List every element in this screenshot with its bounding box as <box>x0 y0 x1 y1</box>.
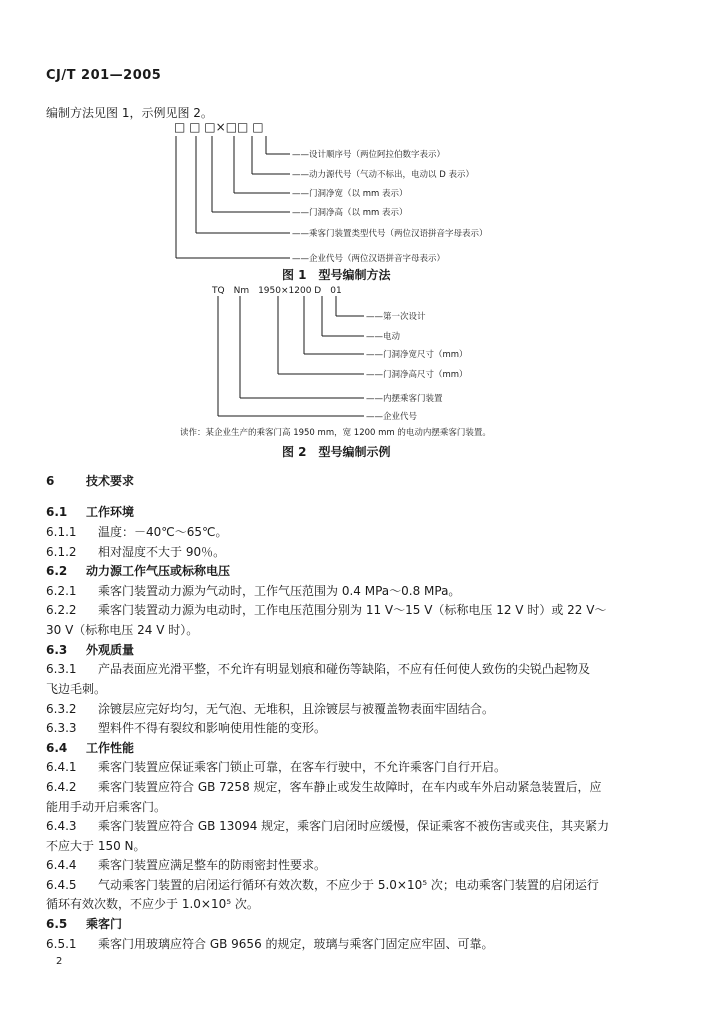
section-text: 外观质量 <box>86 643 135 657</box>
figure1-caption: 图 1 型号编制方法 <box>282 268 391 282</box>
section-text: 产品表面应光滑平整，不允许有明显划痕和碰伤等缺陷，不应有任何使人致伤的尖锐凸起物及 <box>98 662 591 676</box>
section-text: 乘客门 <box>86 917 123 931</box>
section-line <box>46 856 326 873</box>
section-number: 6.1 <box>46 505 68 519</box>
section-text: 乘客门装置动力源为电动时，工作电压范围分别为 11 V～15 V（标称电压 12 V 时）或 22 V～ <box>98 603 607 617</box>
section-text: 工作环境 <box>86 505 135 519</box>
section-text: 乘客门装置应保证乘客门锁止可靠，在客车行驶中，不允许乘客门自行开启。 <box>98 760 507 774</box>
section-number: 6.5 <box>46 917 68 931</box>
section-number: 6.1.2 <box>46 545 77 559</box>
figure2-label: ——第一次设计 <box>366 312 426 322</box>
figure2-caption: 图 2 型号编制示例 <box>282 445 391 459</box>
section-line <box>46 472 134 489</box>
section-line <box>46 621 198 638</box>
section-text: 30 V（标称电压 24 V 时）。 <box>46 623 199 637</box>
section-number: 6.4.3 <box>46 819 77 833</box>
section-line <box>46 798 166 815</box>
figure2-label: ——企业代号 <box>366 412 418 422</box>
intro-text: 编制方法见图 1，示例见图 2。 <box>46 106 213 120</box>
section-line <box>46 523 228 540</box>
section-text: 能用手动开启乘客门。 <box>46 800 167 814</box>
figures-diagram <box>0 0 717 460</box>
section-number: 6.3.3 <box>46 721 77 735</box>
section-line <box>46 680 106 697</box>
figure1-code: □ □ □×□□ □ <box>174 120 264 134</box>
section-number: 6.2.1 <box>46 584 77 598</box>
section-number: 6.2.2 <box>46 603 77 617</box>
section-line <box>46 876 599 893</box>
section-text: 乘客门装置应符合 GB 7258 规定，客车静止或发生故障时，在车内或车外启动紧急装置后，应 <box>98 780 602 794</box>
figure1-label: ——门洞净高（以 mm 表示） <box>292 208 408 218</box>
section-line <box>46 543 225 560</box>
figure2-note: 读作：某企业生产的乘客门高 1950 mm，宽 1200 mm 的电动内摆乘客门装置。 <box>180 428 491 438</box>
section-number: 6.4 <box>46 741 68 755</box>
section-text: 乘客门装置应符合 GB 13094 规定，乘客门启闭时应缓慢，保证乘客不被伤害或夹住，其夹紧力 <box>98 819 610 833</box>
section-number: 6.5.1 <box>46 937 77 951</box>
section-line <box>46 915 122 932</box>
section-text: 涂镀层应完好均匀，无气泡、无堆积，且涂镀层与被覆盖物表面牢固结合。 <box>98 702 495 716</box>
figure1-label: ——门洞净宽（以 mm 表示） <box>292 189 408 199</box>
section-line <box>46 562 230 579</box>
section-line <box>46 641 134 658</box>
section-number: 6.4.2 <box>46 780 77 794</box>
section-number: 6.3.1 <box>46 662 77 676</box>
section-text: 不应大于 150 N。 <box>46 839 146 853</box>
figure2-label: ——门洞净高尺寸（mm） <box>366 370 468 380</box>
section-line <box>46 719 326 736</box>
standard-code: CJ/T 201—2005 <box>46 68 162 83</box>
section-text: 乘客门用玻璃应符合 GB 9656 的规定，玻璃与乘客门固定应牢固、可靠。 <box>98 937 494 951</box>
section-text: 气动乘客门装置的启闭运行循环有效次数，不应少于 5.0×10⁵ 次；电动乘客门装置的启闭运行 <box>98 878 599 892</box>
section-text: 技术要求 <box>86 474 135 488</box>
section-number: 6.1.1 <box>46 525 77 539</box>
figure2-label: ——电动 <box>366 332 401 342</box>
section-line <box>46 895 259 912</box>
section-number: 6.3.2 <box>46 702 77 716</box>
section-text: 动力源工作气压或标称电压 <box>86 564 231 578</box>
section-line <box>46 935 494 952</box>
section-line <box>46 837 146 854</box>
section-line <box>46 503 134 520</box>
section-number: 6.4.1 <box>46 760 77 774</box>
section-text: 塑料件不得有裂纹和影响使用性能的变形。 <box>98 721 327 735</box>
section-number: 6.4.4 <box>46 858 77 872</box>
section-line <box>46 758 506 775</box>
figure2-lines <box>218 296 364 416</box>
section-line <box>46 817 609 834</box>
figure2-labels <box>366 311 468 422</box>
figure2-label: ——门洞净宽尺寸（mm） <box>366 350 468 360</box>
figure1-label: ——企业代号（两位汉语拼音字母表示） <box>292 254 446 264</box>
figure1-label: ——动力源代号（气动不标出，电动以 D 表示） <box>292 170 474 180</box>
section-number: 6.2 <box>46 564 68 578</box>
section-text: 相对湿度不大于 90％。 <box>98 545 226 559</box>
section-text: 飞边毛刺。 <box>46 682 107 696</box>
figure2-label: ——内摆乘客门装置 <box>366 394 443 404</box>
section-line <box>46 778 602 795</box>
section-text: 温度：－40℃～65℃。 <box>98 525 228 539</box>
section-text: 工作性能 <box>86 741 135 755</box>
section-text: 乘客门装置应满足整车的防雨密封性要求。 <box>98 858 327 872</box>
figure2-code: TQ Nm 1950×1200 D 01 <box>212 286 342 296</box>
page-number: 2 <box>56 956 63 967</box>
section-number: 6.4.5 <box>46 878 77 892</box>
section-line <box>46 739 134 756</box>
section-text: 循环有效次数，不应少于 1.0×10⁵ 次。 <box>46 897 259 911</box>
figure1-lines <box>176 136 290 258</box>
section-line <box>46 660 590 677</box>
figure1-label: ——设计顺序号（两位阿拉伯数字表示） <box>292 150 446 160</box>
figure1-labels <box>292 149 488 264</box>
section-text: 乘客门装置动力源为气动时，工作气压范围为 0.4 MPa～0.8 MPa。 <box>98 584 461 598</box>
section-line <box>46 700 494 717</box>
section-line <box>46 601 606 618</box>
section-number: 6.3 <box>46 643 68 657</box>
section-line <box>46 582 460 599</box>
section-number: 6 <box>46 474 55 488</box>
figure1-label: ——乘客门装置类型代号（两位汉语拼音字母表示） <box>292 229 488 239</box>
